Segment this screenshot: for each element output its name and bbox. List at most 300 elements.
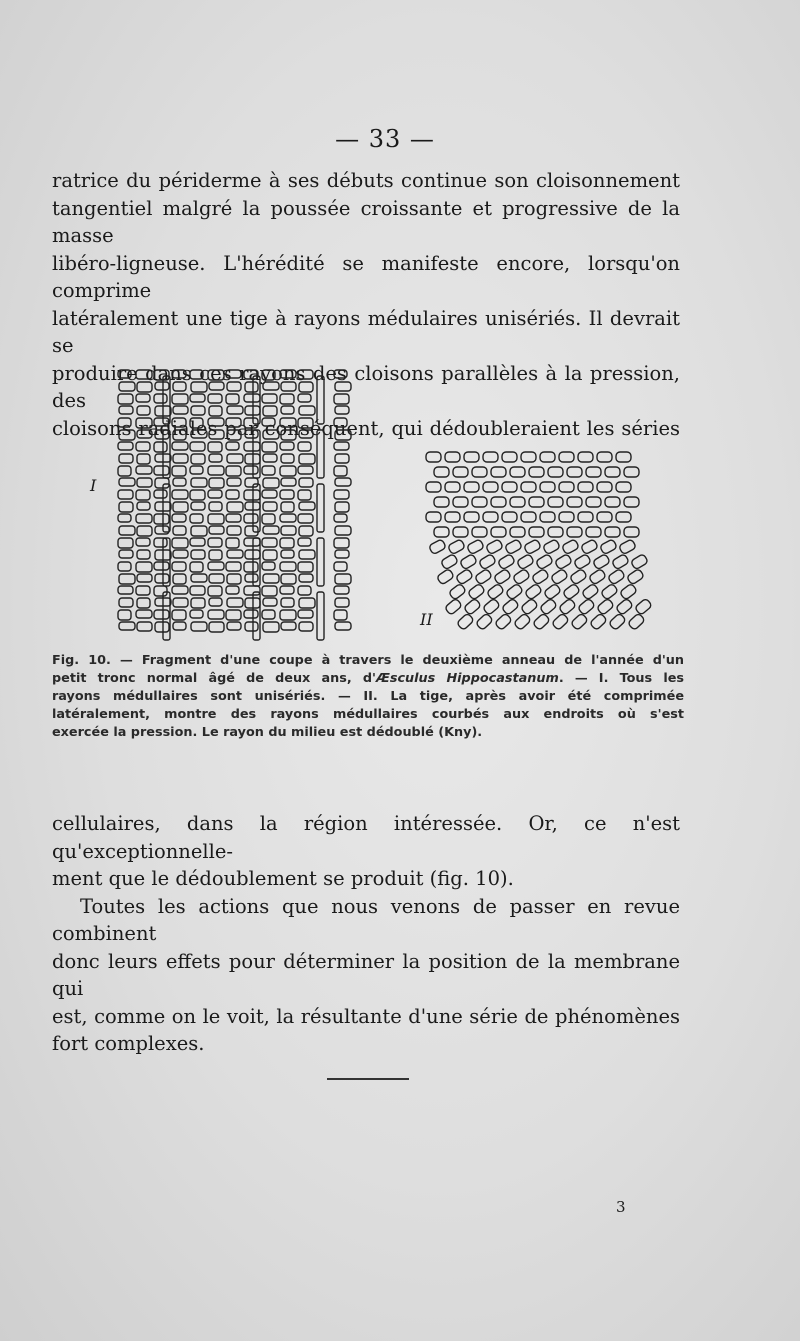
cell [262, 610, 275, 619]
cell [118, 418, 131, 427]
cell [445, 452, 460, 462]
cell [529, 497, 544, 507]
cell [136, 442, 150, 451]
cell [118, 466, 131, 476]
cell [497, 554, 515, 570]
cell [172, 490, 188, 499]
cell [209, 574, 224, 583]
cell [209, 502, 222, 511]
cell [616, 452, 631, 462]
cell [634, 598, 652, 615]
cell [119, 430, 135, 440]
cell [482, 598, 500, 615]
text-line: tangentiel malgré la poussée croissante et progressive de la masse [52, 196, 680, 247]
cell [335, 406, 349, 414]
cell [208, 538, 222, 547]
cell [173, 502, 188, 512]
cell [281, 382, 296, 391]
cell [298, 394, 311, 402]
cell [472, 497, 487, 507]
cell [605, 497, 620, 507]
cell [335, 598, 349, 607]
cell [227, 430, 241, 440]
cell [280, 562, 296, 571]
cell [190, 370, 203, 379]
cell [253, 376, 260, 424]
cell [281, 430, 296, 440]
cell [426, 482, 441, 492]
paragraph-bottom [52, 810, 680, 1058]
cell [540, 452, 555, 462]
cell [505, 583, 523, 600]
cell [226, 466, 241, 476]
cell [588, 568, 606, 585]
cell [299, 526, 313, 536]
cell [262, 442, 277, 452]
cell [581, 583, 599, 600]
cell [334, 394, 349, 404]
cell [227, 550, 243, 558]
cell [136, 586, 150, 595]
cell [262, 466, 275, 475]
species-name: Æsculus Hippocastanum [375, 671, 559, 686]
cell [191, 454, 205, 464]
cell [567, 497, 582, 507]
cell [172, 442, 188, 450]
cell [453, 497, 468, 507]
cell [548, 497, 563, 507]
cell [173, 382, 186, 391]
cell [280, 466, 296, 476]
cell [226, 394, 239, 404]
cell [226, 490, 239, 499]
cell [486, 583, 504, 600]
cell [426, 512, 441, 522]
cell [548, 467, 563, 477]
cell [191, 406, 205, 415]
cell [539, 598, 557, 615]
cell [483, 452, 498, 462]
cell [607, 568, 625, 585]
cell [226, 514, 241, 522]
cell [208, 514, 224, 524]
cell [551, 613, 569, 631]
cell [491, 467, 506, 477]
figure-label-ii: II [420, 610, 433, 629]
cell [281, 574, 296, 584]
cell [501, 598, 519, 615]
cell [119, 502, 133, 512]
cell [474, 568, 492, 585]
cell [335, 502, 349, 512]
cell [173, 478, 186, 486]
cell [190, 586, 205, 595]
cell [244, 514, 258, 523]
cell [478, 554, 496, 570]
cell [263, 622, 279, 632]
cell [618, 539, 636, 555]
cell [136, 394, 150, 402]
cell [226, 370, 241, 378]
cell [244, 466, 258, 474]
cell [483, 482, 498, 492]
cell [226, 538, 239, 548]
cell [335, 430, 351, 440]
cell [190, 442, 205, 451]
cell [626, 568, 644, 585]
cell [491, 497, 506, 507]
cell [209, 454, 222, 462]
cell [262, 562, 275, 570]
cell [512, 568, 530, 585]
cell [280, 610, 296, 620]
cell [578, 512, 593, 522]
cell [280, 370, 296, 378]
cell [172, 370, 186, 378]
cell [502, 452, 517, 462]
cell [191, 550, 205, 559]
section-panel-compressed [426, 452, 652, 630]
cell [209, 382, 224, 390]
cell [524, 583, 542, 600]
cell [540, 512, 555, 522]
cell [615, 598, 633, 615]
cell [208, 490, 222, 498]
cell [281, 406, 294, 414]
cell [172, 418, 186, 427]
cell [334, 538, 349, 548]
cell [191, 382, 207, 392]
cell [299, 430, 313, 438]
cell [173, 574, 186, 584]
cell [280, 586, 294, 594]
cell [605, 527, 620, 537]
cell [472, 467, 487, 477]
cell [298, 514, 313, 523]
cell [281, 502, 294, 512]
cell [608, 613, 626, 631]
cell [118, 490, 133, 499]
cell [335, 478, 351, 486]
cell [299, 382, 313, 392]
cell [154, 586, 167, 596]
cell [137, 454, 150, 464]
cell [447, 539, 465, 555]
cell [262, 514, 275, 524]
cell [262, 370, 275, 380]
cell [280, 442, 294, 450]
page-number: — 33 — [335, 125, 435, 153]
cell [173, 598, 188, 607]
cell [173, 526, 186, 535]
cell [172, 466, 186, 476]
cell [550, 568, 568, 585]
cell [154, 514, 169, 524]
cell [334, 490, 349, 499]
cell [317, 430, 324, 478]
cell [281, 622, 296, 630]
cell [586, 497, 601, 507]
cell [445, 482, 460, 492]
cell [244, 562, 258, 572]
cell [209, 598, 222, 606]
caption-line: Fig. 10. — Fragment d'une coupe à travers le deuxième anneau de l'année d'un [52, 653, 684, 668]
cell [464, 482, 479, 492]
caption-line: rayons médullaires sont unisériés. — II. La tige, après avoir été comprimée [52, 689, 684, 704]
cell [136, 466, 152, 474]
cell [502, 512, 517, 522]
cell [335, 550, 349, 558]
cell [334, 370, 347, 378]
cell [559, 512, 574, 522]
cell [190, 514, 203, 523]
wood-section-illustration [96, 362, 656, 652]
cell [191, 502, 205, 510]
cell [298, 370, 313, 379]
cell [335, 622, 351, 630]
cell [263, 478, 279, 488]
cell [190, 610, 203, 618]
cell [567, 467, 582, 477]
cell [540, 482, 555, 492]
caption-text: petit tronc normal âgé de deux ans, d' [52, 671, 376, 686]
cell [172, 394, 188, 404]
cell [281, 550, 294, 558]
cell [208, 586, 222, 596]
cell [154, 610, 169, 619]
section-divider [327, 1078, 409, 1080]
cell [611, 554, 629, 570]
cell [624, 497, 639, 507]
cell [510, 467, 525, 477]
cell [173, 622, 186, 630]
cell [137, 622, 152, 631]
cell [208, 562, 224, 570]
cell [191, 622, 207, 631]
text-line: ment que le dédoublement se produit (fig. 10). [52, 867, 514, 890]
cell [191, 574, 207, 582]
cell [434, 467, 449, 477]
cell [281, 598, 294, 607]
cell [262, 586, 277, 596]
cell [280, 418, 296, 427]
cell [191, 526, 207, 536]
cell [227, 526, 241, 535]
cell [589, 613, 607, 631]
cell [453, 467, 468, 477]
cell [463, 598, 481, 615]
figure-label-i: I [90, 476, 97, 495]
cell [119, 382, 135, 391]
cell [227, 406, 243, 414]
cell [262, 394, 277, 403]
cell [119, 478, 135, 486]
cell [335, 574, 351, 584]
cell [567, 527, 582, 537]
cell [263, 454, 277, 462]
cell [209, 526, 224, 534]
cell [119, 574, 135, 584]
cell [299, 502, 315, 510]
text-line: fort complexes. [52, 1032, 205, 1055]
caption-line [52, 670, 684, 688]
cell [245, 526, 258, 536]
cell [244, 418, 258, 428]
cell [244, 538, 260, 546]
cell [440, 554, 458, 570]
cell [428, 539, 446, 555]
cell [245, 622, 258, 631]
cell [244, 370, 258, 379]
text-line: latéralement une tige à rayons médulaires unisériés. Il devrait se [52, 306, 680, 357]
cell [226, 610, 241, 620]
cell [535, 554, 553, 570]
cell [208, 370, 224, 380]
cell [119, 454, 133, 463]
cell [208, 466, 224, 475]
cell [467, 583, 485, 600]
cell [504, 539, 522, 555]
cell [558, 598, 576, 615]
cell [226, 442, 239, 450]
cell [502, 482, 517, 492]
cell [334, 514, 347, 522]
cell [298, 466, 313, 474]
cell [263, 406, 277, 416]
cell [263, 574, 279, 583]
cell [597, 482, 612, 492]
cell [317, 538, 324, 586]
cell [118, 514, 131, 522]
cell [619, 583, 637, 600]
cell [137, 430, 152, 438]
cell [209, 478, 224, 488]
figure-caption [52, 652, 684, 742]
cell [616, 482, 631, 492]
cell [570, 613, 588, 631]
cell [136, 562, 152, 572]
cell [155, 430, 169, 439]
cell [172, 586, 188, 594]
cell [335, 526, 351, 535]
cell [155, 382, 169, 390]
text-line: cloisons radiales par conséquent, qui dédoubleraient les séries [52, 416, 680, 440]
cell [245, 382, 258, 392]
cell [542, 539, 560, 555]
cell [244, 610, 258, 618]
cell [444, 598, 462, 615]
cell [137, 406, 150, 415]
cell [559, 482, 574, 492]
cell [155, 622, 169, 632]
cell [262, 538, 277, 547]
text-line: donc leurs effets pour déterminer la position de la membrane qui [52, 949, 680, 1000]
cell [586, 527, 601, 537]
cell [136, 490, 150, 500]
cell [280, 490, 294, 499]
text-line: ratrice du périderme à ses débuts continue son cloisonnement [52, 169, 680, 192]
cell [298, 418, 313, 428]
cell [453, 527, 468, 537]
cell [227, 502, 243, 512]
cell [529, 527, 544, 537]
cell [244, 442, 260, 451]
cell [434, 497, 449, 507]
cell [561, 539, 579, 555]
cell [209, 550, 222, 560]
cell [597, 512, 612, 522]
cell [173, 454, 188, 463]
cell [118, 610, 131, 620]
cell [244, 490, 260, 500]
cell [118, 442, 133, 450]
cell [172, 562, 186, 571]
cell [464, 452, 479, 462]
caption-line: latéralement, montre des rayons médullaires courbés aux endroits où s'est [52, 707, 684, 722]
cell [136, 418, 152, 428]
cell [334, 586, 349, 594]
cell [426, 452, 441, 462]
cell [616, 512, 631, 522]
cell [299, 574, 313, 582]
cell [459, 554, 477, 570]
cell [334, 466, 347, 476]
cell [137, 502, 150, 510]
cell [190, 538, 205, 546]
cell [434, 527, 449, 537]
caption-text: . — I. Tous les [558, 671, 685, 686]
cell [262, 418, 275, 426]
cell [137, 550, 150, 559]
section-panel-normal [118, 370, 351, 640]
cell [173, 430, 186, 440]
cell [521, 512, 536, 522]
cell [475, 613, 493, 631]
cell [172, 538, 188, 548]
cell [455, 568, 473, 585]
cell [516, 554, 534, 570]
cell [317, 376, 324, 424]
cell [244, 586, 260, 595]
cell [154, 418, 169, 426]
cell [280, 394, 294, 404]
cell [136, 370, 152, 379]
cell [190, 394, 205, 402]
cell [334, 610, 347, 620]
cell [599, 539, 617, 555]
caption-line: exercée la pression. Le rayon du milieu est dédoublé (Kny). [52, 725, 483, 740]
cell [208, 610, 224, 619]
cell [209, 406, 222, 416]
cell [436, 568, 454, 585]
cell [580, 539, 598, 555]
cell [119, 526, 135, 535]
cell [154, 538, 167, 547]
cell [281, 454, 294, 463]
cell [155, 526, 169, 534]
cell [118, 394, 133, 404]
cell [554, 554, 572, 570]
cell [624, 467, 639, 477]
cell [510, 497, 525, 507]
cell [298, 490, 311, 500]
cell [190, 562, 203, 572]
cell [578, 482, 593, 492]
cell [190, 490, 205, 500]
cell [299, 622, 313, 631]
cell [245, 478, 258, 487]
cell [208, 442, 222, 452]
